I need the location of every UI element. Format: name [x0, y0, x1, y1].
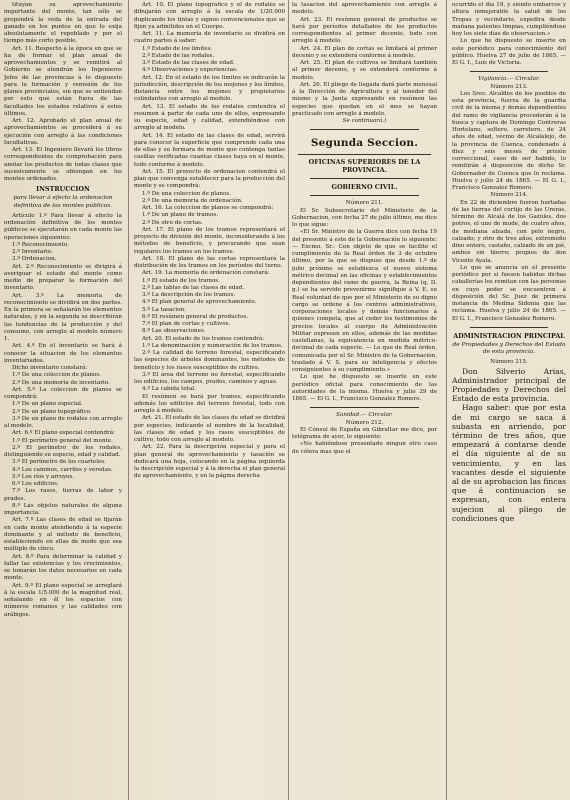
list-item: 1.º De una coleccion de planos.	[142, 190, 232, 197]
paragraph: Art. 22. Para la descripción especial y para el plan general de aprovechamiento y tasación se dedicará una hoja, colocando en la página izquierda la descripción especial y á la derecha el plan general de aprovechamiento, y en la página derecha	[134, 444, 285, 480]
list-item: 5.º La tasacion.	[142, 306, 187, 313]
paragraph: Hago saber: que por esta de mi cargo se saca á subasta en arriendo, por término de tres años, que empezará á contarse desde el día siguiente al de su vencimiento, y en las vacantes desde el siguiente al de su aprobacion las fincas que á continuacion se expresan, con entera sujecion al pliego de condiciones que	[452, 403, 566, 523]
admin-heading: ADMINISTRACION PRINCIPAL	[453, 331, 565, 340]
col1-paragraphs-top	[4, 2, 122, 183]
list-item: 8.º Las observaciones.	[142, 328, 206, 335]
paragraph: Art. 20. El estado de los tramos contendrá:	[142, 335, 265, 342]
list-item: 3.º Ordenacion.	[12, 256, 57, 263]
numero-label: Número 215.	[490, 359, 528, 366]
list-item: 2.º Las tablas de las clases de edad.	[142, 284, 245, 291]
list-item: 2.º De un plano topográfico.	[12, 408, 92, 415]
list-item: 3.º De un plano de rodales con arreglo al modelo.	[4, 415, 122, 429]
paragraph: Lo que he dispuesto se inserte en este periódico oficial para conocimiento de las autoridades de la misma. Huelva y julio 29 de 1865. — El G. I., Francisco Gonzalez Romero.	[292, 374, 437, 402]
list-item: 1.º El estado de los tramos.	[142, 277, 220, 284]
list-item: 7.º El plan de cortas y cultivos.	[142, 321, 231, 327]
column-rule	[288, 0, 289, 800]
paragraph: Art. 16. La coleccion de planos se compondrá:	[142, 205, 274, 211]
instruccion-subheading: para llevar á efecto la ordenacion definitiva de los montes públicos.	[13, 195, 113, 209]
list-item: 5.º Los ríos y arroyos.	[12, 473, 75, 480]
list-item: 2.º De una memoria de ordenación.	[142, 197, 243, 204]
paragraph: Art. 12. Aprobado el plan anual de aprovechamientos se procederá á su ejecución con arreglo á las condiciones facultativas.	[4, 118, 122, 146]
list-item: 1.º La denominación y numeración de los tramos.	[142, 342, 283, 349]
divider	[470, 71, 548, 72]
admin-subheading: de Propiedades y Derechos del Estado de esta provincia.	[452, 341, 566, 355]
list-item: 2.º De una memoria de inventario.	[12, 379, 110, 386]
paragraph: Art. 17. El plano de los tramos representará el proyecto de división del monte, inconsiderando á los métodos de beneficio, y procurando que sean regulares los tramos en los tramos.	[134, 226, 285, 255]
instruccion-heading: INSTRUCCION	[36, 185, 90, 194]
divider	[310, 129, 419, 130]
column-rule	[128, 0, 129, 800]
list-item: 1.º De un plano de tramos.	[142, 212, 219, 219]
list-item: 8.º Las objetos naturales de alguna importancia.	[4, 502, 122, 516]
paragraph: Dicho inventario constará:	[12, 365, 88, 371]
list-item: 3.º El perímetro de los cuarteles.	[12, 459, 106, 466]
numero-label: Número 211.	[345, 200, 384, 207]
gobierno-heading: GOBIERNO CIVIL.	[331, 183, 398, 192]
divider	[470, 327, 548, 328]
column-2	[134, 2, 285, 796]
list-item: 2.º Estado de las rodales.	[142, 52, 215, 59]
paragraph: Art. 12. En el estado de los límites se indicarán la jurisdicción, descripción de los mojones y los límites, distancia entre los mojones y propietarios colindantes con arreglo al modelo.	[134, 74, 285, 103]
paragraph: Art. 15. El proyecto de ordenacion contendrá el plan que convenga establecer para la producción del monte y se compondrá:	[134, 168, 285, 190]
paragraph: Art. 23. El resúmen general de productos se hará por períodos detallados de los productos correspondientes al primer decenio, todo con arreglo á modelo.	[292, 16, 437, 45]
divider	[310, 195, 419, 196]
paragraph: «El Sr. Ministro de la Guerra dice con fecha 19 del presente á este de la Gobernación lo siguiente: — Excmo. Sr.: Con objeto de que se facilite el cumplimiento de la Real órden de 3 de octubre último, por la que se dispuso que desde 1.º de julio próximo se establezca el nuevo sistema métrico decimal en las oficinas y establecimientos dependientes del ramo de guerra, la Reina (q. D. g.) se ha servido prevenirme signifique á V. E. su Real voluntad de que por el Ministerio de su digno cargo se ordene á los centros administrativos, corporaciones locales y demás funcionarios á quienes competa, que al ceder los testimonios de precios locales al cuerpo de Administración Militar expresen en ellos, además de las medidas castellanas, la equivalencia en medida métrico-decimal de cada especie. — Lo que de Real órden, comunicada por el Sr. Ministro de la Gobernacion, traslado á V. S. para su inteligencia y efectos consiguientes á su cumplimiento.»	[292, 229, 437, 373]
paragraph: ocurrido el día 19, y siendo embarcos y altura inmejorable la salud de los Tropas y vecindario, expedira desde mañana patentes limpias, cumpliéndose hoy los siete días de observacion.»	[452, 2, 566, 37]
subasta-notice	[452, 367, 566, 523]
paragraph: Art. 10. El plano topográfico y el de rodales se dibujarán con arreglo á la escala de 1/20.000 duplicando los tintas y signos convencionales que se fijen ya admitidos en el Cuerpo.	[134, 2, 285, 30]
column-4	[452, 2, 566, 796]
paragraph: El Sr. Subsecretario del Ministerio de la Gobernacion, con fecha 27 de julio último, me dice lo que sigue:	[292, 207, 437, 228]
paragraph: El resúmen se hará por tramos, especificando además los edificios del terreno forestal, todo con arreglo á modelo.	[134, 393, 285, 414]
numero-label: Número 212.	[345, 419, 384, 426]
paragraph: Lo que se anuncia en el presente periódico por si fuesen habidas dichas caballerías los remitan con las personas en cuyo poder se encuentren á disposición del Sr. Juez de primera instancia de Medina Sidonia que las reclama. Huelva y julio 24 de 1865. — El G. I., Francisco Gonzalez Romero.	[452, 264, 566, 322]
paragraph: «No habiéndose presentado ningun otro caso de cólera mas que el	[292, 441, 437, 455]
paragraph: Art. 13. El Ingeniero llevará los libros correspondientes de comprobación para anotar los productos de todas clases que sucesivamente se obtengan en los montes ordenados.	[4, 147, 122, 182]
paragraph: Art. 4.º En el inventario se hará á conocer la situacion de los elementos inventariados.	[4, 343, 122, 364]
list-item: 1.º Reconocimiento.	[12, 241, 69, 248]
list-item: 6.º Los edificios.	[12, 481, 59, 487]
list-item: 1.º Estado de los límites.	[142, 45, 213, 52]
sanidad-heading: Sanidad.— Circular.	[336, 412, 393, 419]
paragraph: Art. 5.º La coleccion de planos se compondrá:	[4, 386, 122, 400]
column-rule	[446, 0, 447, 800]
list-item: 3.º La descripción de los tramos.	[142, 292, 236, 298]
vigilancia-heading: Vigilancia.— Circular.	[478, 76, 540, 83]
paragraph: Don Silverio Arias, Administrador principal de Propiedades y Derechos del Estado de esta provincia.	[452, 366, 566, 404]
numero-label: Número 214.	[490, 192, 528, 199]
numero-label: Número 213.	[490, 83, 528, 90]
list-item: 7.º Los rasos, tierras de labor y prados.	[4, 488, 122, 502]
list-item: 2.º Inventario.	[12, 249, 53, 255]
paragraph: Art. 21. El estado de las clases de edad se dividirá por especies, indicando el nombre de la localidad, las clases de edad y los rasos susceptibles de cultivo, todo con arreglo al modelo.	[134, 415, 285, 443]
list-item: 4.º El plan general de aprovechamiento.	[142, 299, 257, 306]
oficinas-heading: OFICINAS SUPERIORES DE LA PROVINCIA.	[308, 158, 421, 175]
list-item: 4.º Observaciones y experiencias.	[142, 67, 238, 74]
paragraph: En 22 de diciembre fueron hurtadas de las tierras del cortijo de las Ureras, término de Alcalá de los Gazules, dos potros, el uno de mude, de cuatro años, de mediana alzada, con pelo negro, calzado; y otro de tres años, extremeño dino entero, castaño, calzado de un pié, ambos sin hierro; propios de don Vicente Ayala.	[452, 199, 566, 264]
list-item: 6.º El resúmen general de productos.	[142, 313, 249, 320]
list-item: 2.º De otro de cortas.	[142, 219, 203, 226]
paragraph: Art. 11. La memoria de inventario se dividirá en cuatro partes á saber:	[134, 31, 285, 45]
list-item: 2.º El perímetro de los rodales, distinguiendo su especie, edad y calidad.	[4, 444, 122, 458]
paragraph: Art. 2.º Reconocimiento se dirigirá á averiguar el estado del monte como medio de preparar la formación del inventario.	[4, 263, 122, 292]
paragraph: Art. 6.º El plano especial contendrá:	[12, 430, 116, 437]
paragraph: Art. 26. El pliego de llegada dará parte mensual á la Dirección de Agricultura y al tenedor del mismo y la Junta expresando en resúmen las especies que quedan en el mes se hayan practicado con arreglo á modelo.	[292, 81, 437, 117]
column-3	[292, 2, 437, 796]
divider	[310, 178, 419, 179]
divider	[310, 407, 419, 408]
list-item: 2.º La calidad de terreno forestal, especificando las especies de árboles dominantes, los métodos de beneficio y los rasos susceptibles de cultivo.	[134, 350, 285, 371]
list-item: 4.º La cabida total.	[142, 386, 196, 393]
paragraph: Lo que he dispuesto se inserte en este periódico para conocimiento del público. Huelva 27 de julio de 1865. — El G. I., Luis de Victoria.	[452, 38, 566, 66]
paragraph: Art. 9.º El plano especial se arreglará á la escala 1/5.000 de la magnitud real, señalando en él los espacios con números romanos y las calidades con arábigos.	[4, 582, 122, 618]
list-item: 3.º El área del terreno no forestal, especificando los edificios, los campos, prados, caminos y aguas.	[134, 371, 285, 385]
paragraph: Art. 13. El estado de los rodales contendrá el resumen á partir de cada uno de ellos, expresando su especie, edad y calidad, extendiéndose con arreglo al modelo.	[134, 103, 285, 132]
paragraph: Art. 18. El plano de las cortas representará la distribución de los tramos en los períodos del turno.	[134, 255, 285, 269]
list-item: 1.º De una coleccion de planos.	[12, 372, 102, 379]
paragraph: Art. 19. La memoria de ordenación constará:	[142, 270, 270, 277]
paragraph: Art. 7.º Las clases de edad se fijarán en cada monte atendiendo á la especie dominante y al método de beneficio, estableciendo en ellas de modo que sea múltiplo de cinco.	[4, 517, 122, 553]
paragraph: Art. 11. Respecto á la época en que se ha de formar el plan anual de aprovechamientos y se remitirá al Gobierno se atendrán los Ingenieros Jefes de las provincias á lo dispuesto para la formación y remisión de los planes provinciales, sin que se entiendan por esto que están fuera de las facultades los estados relativos á estos últimos.	[4, 45, 122, 117]
paragraph: Art. 3.º La memoria de reconocimiento se dividirá en dos partes. En la primera se señalarán los elementos naturales, y en la segunda se describirán las tendencias de la producción y del consumo, con arreglo al modelo número 1.	[4, 292, 122, 342]
column-1	[4, 2, 122, 796]
paragraph: Los Sres. Alcaldes de los pueblos de esta provincia, fuerza de la guardia civil de la misma y demás dependientes del ramo de vigilancia procederán á la busca y captura de Domingo Contreras Hortelano, soltero, carretero, de 24 años de edad, vecino de Alcalalejo, de la provincia de Cuenca, condenado á diez y seis meses de prisión correccional, caso de ser habido, lo remitirán á disposición de dicho Sr. Gobernador de Cuenca que lo reclama. Huelva y julio 24 de 1865. — El G. I., Francisco Gonzalez Romero.	[452, 90, 566, 191]
paragraph: tituyan su aprovechamiento importante del monte, tan sólo se propondrá la veda de la entrada del ganado en los puntos en que lo exija absolutamente el repoblado y por el tiempo más corto posible.	[4, 2, 122, 45]
list-item: 4.º Los caminos, carriles y veredas.	[12, 466, 113, 473]
paragraph: El Cónsul de España en Gibraltar me dice, por telégrama de ayer, lo siguiente:	[292, 426, 437, 440]
paragraph: Art. 25. El plan de cultivos se limitará también al primer decenio, y se extenderá conforme á modelo.	[292, 60, 437, 81]
paragraph: Art. 24. El plan de cortas se limitará al primer decenio y se extenderá conforme á modelo.	[292, 45, 437, 59]
list-item: 1.º De un plano especial.	[12, 401, 83, 408]
list-item: 3.º Estado de las clases de edad.	[142, 60, 235, 66]
paragraph: Art. 8.º Para determinar la calidad y fallar las existencias y los crecimientos, se tomarán los datos necesarios en cada monte.	[4, 553, 122, 582]
to-be-continued: Se continuará.)	[342, 118, 387, 124]
list-item: 1.º El perímetro general del monte.	[12, 437, 113, 444]
section-title: Segunda Seccion.	[310, 137, 419, 150]
paragraph: Art. 14. El estado de las clases de edad, servirá para conocer la superficie que comprende cada una de ellas y su formara de monte que contenga tantas casillas verificadas cuantas clases haya en el monte, todo conforme á modelo.	[134, 132, 285, 168]
paragraph: la tasacion del aprovechamiento con arreglo á modelo.	[292, 2, 437, 16]
divider	[298, 154, 431, 155]
paragraph: Artículo 1.º Para llevar á efecto la ordenación definitiva de los montes públicos se ejecutarán en cada monte las operaciones siguientes:	[4, 212, 122, 241]
